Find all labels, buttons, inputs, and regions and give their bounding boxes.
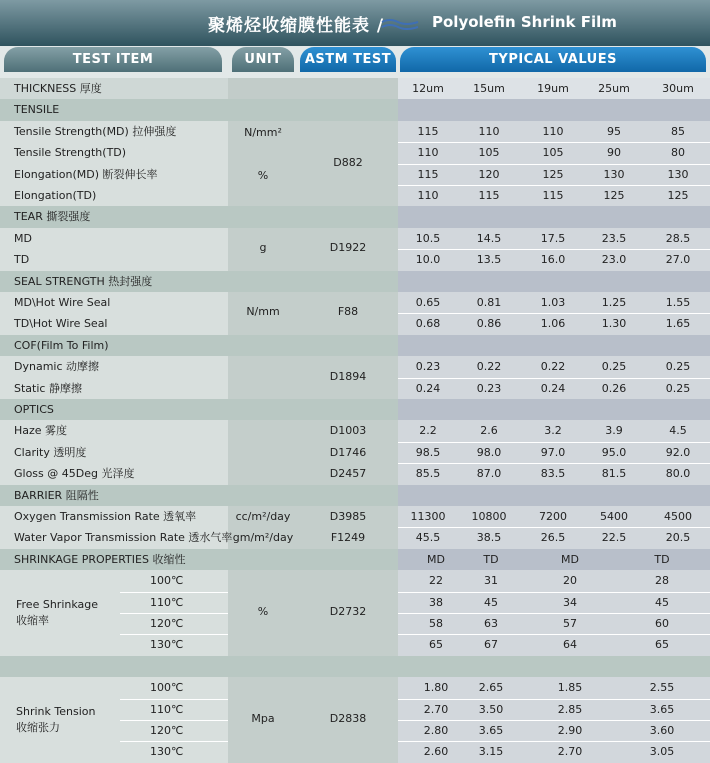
row-divider bbox=[398, 164, 710, 165]
temp-divider bbox=[120, 613, 228, 614]
free-temp-label: 120℃ bbox=[150, 617, 184, 630]
row-divider bbox=[398, 442, 710, 443]
value-cell: 1.80 bbox=[423, 681, 449, 695]
row-divider bbox=[398, 185, 710, 186]
tensile-unit-elongation: % bbox=[257, 169, 269, 182]
value-cell: 7200 bbox=[539, 510, 567, 523]
tension-temp-row bbox=[0, 677, 710, 698]
value-cell: 64 bbox=[563, 638, 577, 652]
optics-section-row bbox=[0, 399, 710, 420]
row-divider bbox=[398, 634, 710, 635]
value-cell: 2.65 bbox=[478, 681, 504, 695]
value-cell: 90 bbox=[607, 146, 621, 160]
tensile-row-label: Tensile Strength(MD) 拉伸强度 bbox=[14, 124, 177, 138]
value-cell: 12um bbox=[412, 82, 444, 95]
value-cell: 130 bbox=[667, 167, 689, 181]
value-cell: 2.60 bbox=[423, 745, 449, 759]
tear-astm: D1922 bbox=[329, 241, 367, 255]
tensile-section-row bbox=[0, 99, 710, 120]
value-cell: 125 bbox=[667, 189, 689, 202]
value-cell: 0.22 bbox=[540, 360, 566, 374]
value-cell: 1.25 bbox=[601, 296, 627, 309]
value-cell: 1.65 bbox=[665, 317, 691, 331]
value-cell: 81.5 bbox=[601, 467, 627, 481]
value-cell: 31 bbox=[484, 574, 498, 588]
value-cell: 23.5 bbox=[601, 231, 627, 245]
value-cell: 110 bbox=[417, 189, 439, 202]
row-divider bbox=[398, 249, 710, 250]
value-cell: 67 bbox=[484, 638, 498, 652]
value-cell: 28 bbox=[655, 574, 669, 588]
value-cell: 2.55 bbox=[649, 681, 675, 695]
value-cell: 115 bbox=[542, 189, 564, 202]
value-cell: 5400 bbox=[600, 510, 628, 523]
row-divider bbox=[398, 613, 710, 614]
row-divider bbox=[398, 699, 710, 700]
seal-row-label: TD\Hot Wire Seal bbox=[14, 317, 108, 331]
free-temp-row bbox=[0, 634, 710, 655]
value-cell: 22 bbox=[429, 574, 443, 588]
value-cell: 115 bbox=[417, 124, 439, 138]
value-cell: 120 bbox=[478, 167, 500, 181]
temp-divider bbox=[120, 592, 228, 593]
value-cell: 11300 bbox=[410, 510, 446, 523]
tension-temp-label: 100℃ bbox=[150, 681, 184, 695]
value-cell: 0.25 bbox=[665, 381, 691, 395]
free-temp-row bbox=[0, 570, 710, 591]
value-cell: 115 bbox=[478, 189, 500, 202]
row-divider bbox=[398, 527, 710, 528]
value-cell: 0.68 bbox=[415, 317, 441, 331]
value-cell: 10800 bbox=[471, 510, 507, 523]
value-cell: 14.5 bbox=[476, 231, 502, 245]
row-divider bbox=[398, 313, 710, 314]
value-cell: 45.5 bbox=[415, 531, 441, 545]
value-cell: 13.5 bbox=[476, 253, 502, 267]
value-cell: 58 bbox=[429, 617, 443, 630]
cof-section-label: COF(Film To Film) bbox=[14, 338, 109, 352]
value-cell: 110 bbox=[542, 124, 564, 138]
value-cell: 25um bbox=[598, 82, 630, 95]
value-cell: 27.0 bbox=[665, 253, 691, 267]
value-cell: 1.06 bbox=[540, 317, 566, 331]
title-banner bbox=[0, 0, 710, 46]
value-cell: 83.5 bbox=[540, 467, 566, 481]
barrier-row-label: Oxygen Transmission Rate 透氧率 bbox=[14, 510, 197, 523]
value-cell: 19um bbox=[537, 82, 569, 95]
optics-row-label: Haze 雾度 bbox=[14, 424, 68, 438]
barrier-astm-cell: D3985 bbox=[329, 510, 367, 523]
barrier-section-row bbox=[0, 485, 710, 506]
free-astm: D2732 bbox=[329, 605, 367, 618]
cof-astm: D1894 bbox=[329, 369, 367, 383]
direction-header: MD bbox=[561, 552, 579, 566]
tension-astm: D2838 bbox=[329, 712, 367, 725]
barrier-unit-cell: cc/m²/day bbox=[235, 510, 291, 523]
seal-astm: F88 bbox=[337, 305, 359, 319]
free-unit: % bbox=[257, 605, 269, 618]
value-cell: 57 bbox=[563, 617, 577, 630]
seal-unit: N/mm bbox=[246, 305, 280, 319]
title-english: Polyolefin Shrink Film bbox=[432, 13, 617, 31]
value-cell: 45 bbox=[655, 595, 669, 609]
value-cell: 4500 bbox=[664, 510, 692, 523]
value-cell: 80 bbox=[671, 146, 685, 160]
value-cell: 85.5 bbox=[415, 467, 441, 481]
value-cell: 105 bbox=[478, 146, 500, 160]
value-cell: 95.0 bbox=[601, 445, 627, 459]
thickness-label: THICKNESS 厚度 bbox=[14, 82, 102, 95]
value-cell: 85 bbox=[671, 124, 685, 138]
seal-section-row bbox=[0, 271, 710, 292]
value-cell: 80.0 bbox=[665, 467, 691, 481]
free-temp-label: 100℃ bbox=[150, 574, 184, 588]
free-label-en: Free Shrinkage bbox=[16, 598, 99, 611]
row-divider bbox=[398, 720, 710, 721]
title-chinese: 聚烯烃收缩膜性能表 / bbox=[208, 16, 385, 36]
barrier-row-label: Water Vapor Transmission Rate 透水气率 bbox=[14, 531, 233, 545]
value-cell: 130 bbox=[603, 167, 625, 181]
row-divider bbox=[398, 378, 710, 379]
value-cell: 22.5 bbox=[601, 531, 627, 545]
tensile-section-label: TENSILE bbox=[14, 103, 60, 117]
value-cell: 63 bbox=[484, 617, 498, 630]
temp-divider bbox=[120, 699, 228, 700]
value-cell: 2.70 bbox=[557, 745, 583, 759]
value-cell: 15um bbox=[473, 82, 505, 95]
optics-astm-cell: D1746 bbox=[329, 445, 367, 459]
value-cell: 0.86 bbox=[476, 317, 502, 331]
barrier-astm-cell: F1249 bbox=[330, 531, 366, 545]
direction-header: TD bbox=[654, 552, 670, 566]
tension-temp-label: 110℃ bbox=[150, 702, 184, 716]
tear-row-label: MD bbox=[14, 231, 32, 245]
value-cell: 45 bbox=[484, 595, 498, 609]
value-cell: 20 bbox=[563, 574, 577, 588]
tear-section-label: TEAR 撕裂强度 bbox=[14, 210, 91, 224]
tensile-unit-strength: N/mm² bbox=[244, 126, 282, 140]
seal-row-label: MD\Hot Wire Seal bbox=[14, 296, 111, 309]
value-cell: 0.25 bbox=[665, 360, 691, 374]
optics-data-row bbox=[0, 420, 710, 441]
tensile-row-label: Tensile Strength(TD) bbox=[14, 146, 127, 160]
value-cell: 0.24 bbox=[540, 381, 566, 395]
wave-logo-icon bbox=[380, 16, 420, 32]
direction-header: MD bbox=[427, 552, 445, 566]
value-cell: 17.5 bbox=[540, 231, 566, 245]
value-cell: 0.22 bbox=[476, 360, 502, 374]
value-cell: 26.5 bbox=[540, 531, 566, 545]
tensile-row-label: Elongation(TD) bbox=[14, 189, 97, 202]
value-cell: 110 bbox=[478, 124, 500, 138]
tensile-data-row bbox=[0, 121, 710, 142]
optics-data-row bbox=[0, 463, 710, 484]
value-cell: 125 bbox=[542, 167, 564, 181]
value-cell: 0.23 bbox=[476, 381, 502, 395]
value-cell: 16.0 bbox=[540, 253, 566, 267]
value-cell: 0.81 bbox=[476, 296, 502, 309]
value-cell: 97.0 bbox=[540, 445, 566, 459]
tension-label bbox=[16, 704, 95, 736]
cof-section-row bbox=[0, 335, 710, 356]
direction-header: TD bbox=[483, 552, 499, 566]
value-cell: 95 bbox=[607, 124, 621, 138]
value-cell: 115 bbox=[417, 167, 439, 181]
tensile-data-row bbox=[0, 185, 710, 206]
header-typical-values: TYPICAL VALUES bbox=[400, 47, 706, 72]
value-cell: 98.0 bbox=[476, 445, 502, 459]
row-divider bbox=[398, 592, 710, 593]
value-cell: 3.15 bbox=[478, 745, 504, 759]
optics-astm-cell: D1003 bbox=[329, 424, 367, 438]
free-temp-label: 130℃ bbox=[150, 638, 184, 652]
shrinkage-section-label: SHRINKAGE PROPERTIES 收缩性 bbox=[14, 552, 186, 566]
barrier-data-row bbox=[0, 506, 710, 527]
value-cell: 0.25 bbox=[601, 360, 627, 374]
value-cell: 3.65 bbox=[649, 702, 675, 716]
value-cell: 34 bbox=[563, 595, 577, 609]
value-cell: 2.80 bbox=[423, 724, 449, 737]
free-temp-label: 110℃ bbox=[150, 595, 184, 609]
value-cell: 0.65 bbox=[415, 296, 441, 309]
value-cell: 3.60 bbox=[649, 724, 675, 737]
row-divider bbox=[398, 741, 710, 742]
value-cell: 1.03 bbox=[540, 296, 566, 309]
tension-temp-label: 120℃ bbox=[150, 724, 184, 737]
seal-section-label: SEAL STRENGTH 热封强度 bbox=[14, 274, 153, 288]
temp-divider bbox=[120, 741, 228, 742]
row-divider bbox=[398, 463, 710, 464]
value-cell: 3.65 bbox=[478, 724, 504, 737]
value-cell: 3.50 bbox=[478, 702, 504, 716]
optics-section-label: OPTICS bbox=[14, 403, 54, 416]
barrier-section-label: BARRIER 阻隔性 bbox=[14, 488, 99, 502]
value-cell: 3.05 bbox=[649, 745, 675, 759]
tension-label-en: Shrink Tension bbox=[16, 705, 96, 718]
value-cell: 98.5 bbox=[415, 445, 441, 459]
value-cell: 38.5 bbox=[476, 531, 502, 545]
value-cell: 28.5 bbox=[665, 231, 691, 245]
value-cell: 2.2 bbox=[419, 424, 437, 438]
barrier-data-row bbox=[0, 527, 710, 548]
header-astm: ASTM TEST bbox=[300, 47, 396, 72]
row-divider bbox=[398, 142, 710, 143]
tensile-row-label: Elongation(MD) 断裂伸长率 bbox=[14, 167, 158, 181]
free-label bbox=[16, 597, 98, 629]
free-label-zh: 收缩率 bbox=[16, 614, 49, 627]
optics-astm-cell: D2457 bbox=[329, 467, 367, 481]
value-cell: 0.23 bbox=[415, 360, 441, 374]
value-cell: 87.0 bbox=[476, 467, 502, 481]
temp-divider bbox=[120, 634, 228, 635]
value-cell: 2.90 bbox=[557, 724, 583, 737]
value-cell: 4.5 bbox=[669, 424, 687, 438]
tension-label-zh: 收缩张力 bbox=[16, 721, 60, 734]
cof-row-label: Static 静摩擦 bbox=[14, 381, 82, 395]
barrier-unit-cell: gm/m²/day bbox=[232, 531, 294, 545]
header-test-item: TEST ITEM bbox=[4, 47, 222, 72]
value-cell: 2.6 bbox=[480, 424, 498, 438]
blank-band bbox=[0, 656, 710, 677]
value-cell: 1.30 bbox=[601, 317, 627, 331]
tension-temp-label: 130℃ bbox=[150, 745, 184, 759]
value-cell: 1.85 bbox=[557, 681, 583, 695]
value-cell: 125 bbox=[603, 189, 625, 202]
value-cell: 92.0 bbox=[665, 445, 691, 459]
tear-unit: g bbox=[259, 241, 267, 255]
shrinkage-section-row bbox=[0, 549, 710, 570]
value-cell: 2.70 bbox=[423, 702, 449, 716]
temp-divider bbox=[120, 720, 228, 721]
value-cell: 10.0 bbox=[415, 253, 441, 267]
value-cell: 20.5 bbox=[665, 531, 691, 545]
value-cell: 3.9 bbox=[605, 424, 623, 438]
optics-row-label: Clarity 透明度 bbox=[14, 445, 87, 459]
cof-row-label: Dynamic 动摩擦 bbox=[14, 360, 100, 374]
value-cell: 38 bbox=[429, 595, 443, 609]
tear-row-label: TD bbox=[14, 253, 30, 267]
value-cell: 1.55 bbox=[665, 296, 691, 309]
optics-data-row bbox=[0, 442, 710, 463]
optics-row-label: Gloss @ 45Deg 光泽度 bbox=[14, 467, 135, 481]
value-cell: 60 bbox=[655, 617, 669, 630]
tear-section-row bbox=[0, 206, 710, 227]
tension-temp-row bbox=[0, 741, 710, 762]
value-cell: 0.24 bbox=[415, 381, 441, 395]
value-cell: 23.0 bbox=[601, 253, 627, 267]
value-cell: 0.26 bbox=[601, 381, 627, 395]
value-cell: 65 bbox=[429, 638, 443, 652]
tension-unit: Mpa bbox=[251, 712, 275, 725]
value-cell: 10.5 bbox=[415, 231, 441, 245]
thickness-row bbox=[0, 78, 710, 99]
header-unit: UNIT bbox=[232, 47, 294, 72]
value-cell: 2.85 bbox=[557, 702, 583, 716]
value-cell: 110 bbox=[417, 146, 439, 160]
tensile-astm: D882 bbox=[333, 155, 363, 169]
value-cell: 30um bbox=[662, 82, 694, 95]
value-cell: 65 bbox=[655, 638, 669, 652]
value-cell: 105 bbox=[542, 146, 564, 160]
value-cell: 3.2 bbox=[544, 424, 562, 438]
